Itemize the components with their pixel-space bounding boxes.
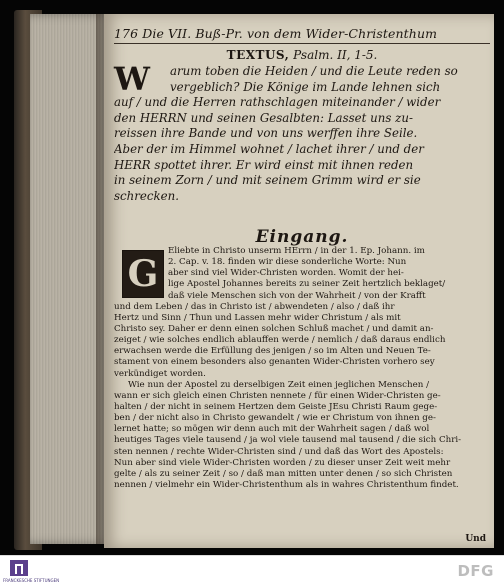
viewer-footer bbox=[0, 555, 504, 586]
body-line: halten / der nicht in seinem Hertzen dem Geiste JEsu Christi Raum gege- bbox=[114, 401, 438, 412]
body-line: erwachsen werde die Erfüllung des jenigen / so im Alten und Neuen Te- bbox=[114, 346, 431, 357]
psalm-line: auf / und die Herren rathschlagen miteinander / wider bbox=[114, 95, 441, 110]
body-line: Eliebte in Christo unserm HErrn / in der 1. Ep. Johann. im bbox=[168, 246, 425, 256]
body-line: zeiget / wie solches endlich ablauffen werde / nemlich / daß daraus endlich bbox=[114, 335, 446, 346]
psalm-line: reissen ihre Bande und von uns werffen ihre Seile. bbox=[114, 126, 418, 141]
body-line: aber sind viel Wider-Christen worden. Womit der hei- bbox=[168, 268, 404, 279]
body-line: nennen / vielmehr ein Wider-Christenthum als in wahres Christenthum findet. bbox=[114, 479, 459, 490]
running-header: 176 Die VII. Buß-Pr. von dem Wider-Christenthum bbox=[114, 26, 490, 44]
psalm-line: vergeblich? Die Könige im Lande lehnen sich bbox=[170, 79, 441, 94]
psalm-line: den HERRN und seinen Gesalbten: Lasset uns zu- bbox=[114, 110, 413, 125]
section-title: Eingang. bbox=[255, 227, 349, 247]
body-line: Christo sey. Daher er denn einen solchen Schluß machet / und damit an- bbox=[114, 323, 434, 334]
dfg-logo: DFG bbox=[457, 562, 494, 580]
psalm-line: in seinem Zorn / und mit seinem Grimm wird er sie bbox=[114, 173, 421, 188]
body-line: lige Apostel Johannes bereits zu seiner Zeit hertzlich beklaget/ bbox=[168, 279, 446, 290]
book-page bbox=[104, 14, 494, 548]
body-line: Nun aber sind viele Wider-Christen worden / zu dieser unser Zeit weit mehr bbox=[114, 457, 451, 468]
textus-reference: Psalm. II, 1-5. bbox=[293, 48, 378, 62]
textus-heading bbox=[114, 48, 490, 62]
body-line: daß viele Menschen sich von der Wahrheit / von der Krafft bbox=[168, 290, 426, 301]
decorated-initial-letter: G bbox=[127, 253, 159, 295]
psalm-line: HERR spottet ihrer. Er wird einst mit ihnen reden bbox=[114, 157, 414, 172]
body-line: Wie nun der Apostel zu derselbigen Zeit einen jeglichen Menschen / bbox=[128, 379, 429, 390]
body-line: lernet hatte; so mögen wir denn auch mit der Wahrheit sagen / daß wol bbox=[114, 424, 430, 435]
psalm-initial: W bbox=[114, 60, 150, 98]
psalm-line: arum toben die Heiden / und die Leute reden so bbox=[170, 64, 458, 78]
body-line: gelte / als zu seiner Zeit / so / daß man mitten unter denen / so sich Christen bbox=[114, 468, 453, 479]
body-line: Hertz und Sinn / Thun und Lassen mehr wider Christum / als mit bbox=[114, 312, 401, 323]
psalm-line: Aber der im Himmel wohnet / lachet ihrer / und der bbox=[114, 141, 424, 156]
decorated-initial bbox=[122, 250, 164, 298]
textus-label: TEXTUS, bbox=[226, 48, 290, 62]
library-caption: FRANCKESCHE STIFTUNGEN bbox=[3, 578, 60, 583]
body-line: heutiges Tages viele tausend / ja wol viele tausend mal tausend / die sich Chri- bbox=[114, 435, 462, 446]
catchword: Und bbox=[465, 534, 486, 544]
body-line: wann er sich gleich einen Christen nennete / für einen Wider-Christen ge- bbox=[114, 390, 441, 401]
body-line: und dem Leben / das in Christo ist / abwendeten / also / daß ihr bbox=[114, 301, 395, 312]
body-line: sten nennen / rechte Wider-Christen sind / und daß das Wort des Apostels: bbox=[114, 446, 444, 457]
psalm-text bbox=[114, 60, 490, 204]
psalm-line: schrecken. bbox=[114, 188, 179, 203]
body-line: verkündiget worden. bbox=[114, 368, 206, 379]
body-text bbox=[114, 246, 490, 491]
body-line: 2. Cap. v. 18. finden wir diese sonderliche Worte: Nun bbox=[168, 257, 407, 268]
body-line: stament von einem besonders also genanten Wider-Christen vorhero sey bbox=[114, 357, 435, 368]
body-line: ben / der nicht also in Christo gewandelt / wie er Christum von ihnen ge- bbox=[114, 413, 436, 424]
